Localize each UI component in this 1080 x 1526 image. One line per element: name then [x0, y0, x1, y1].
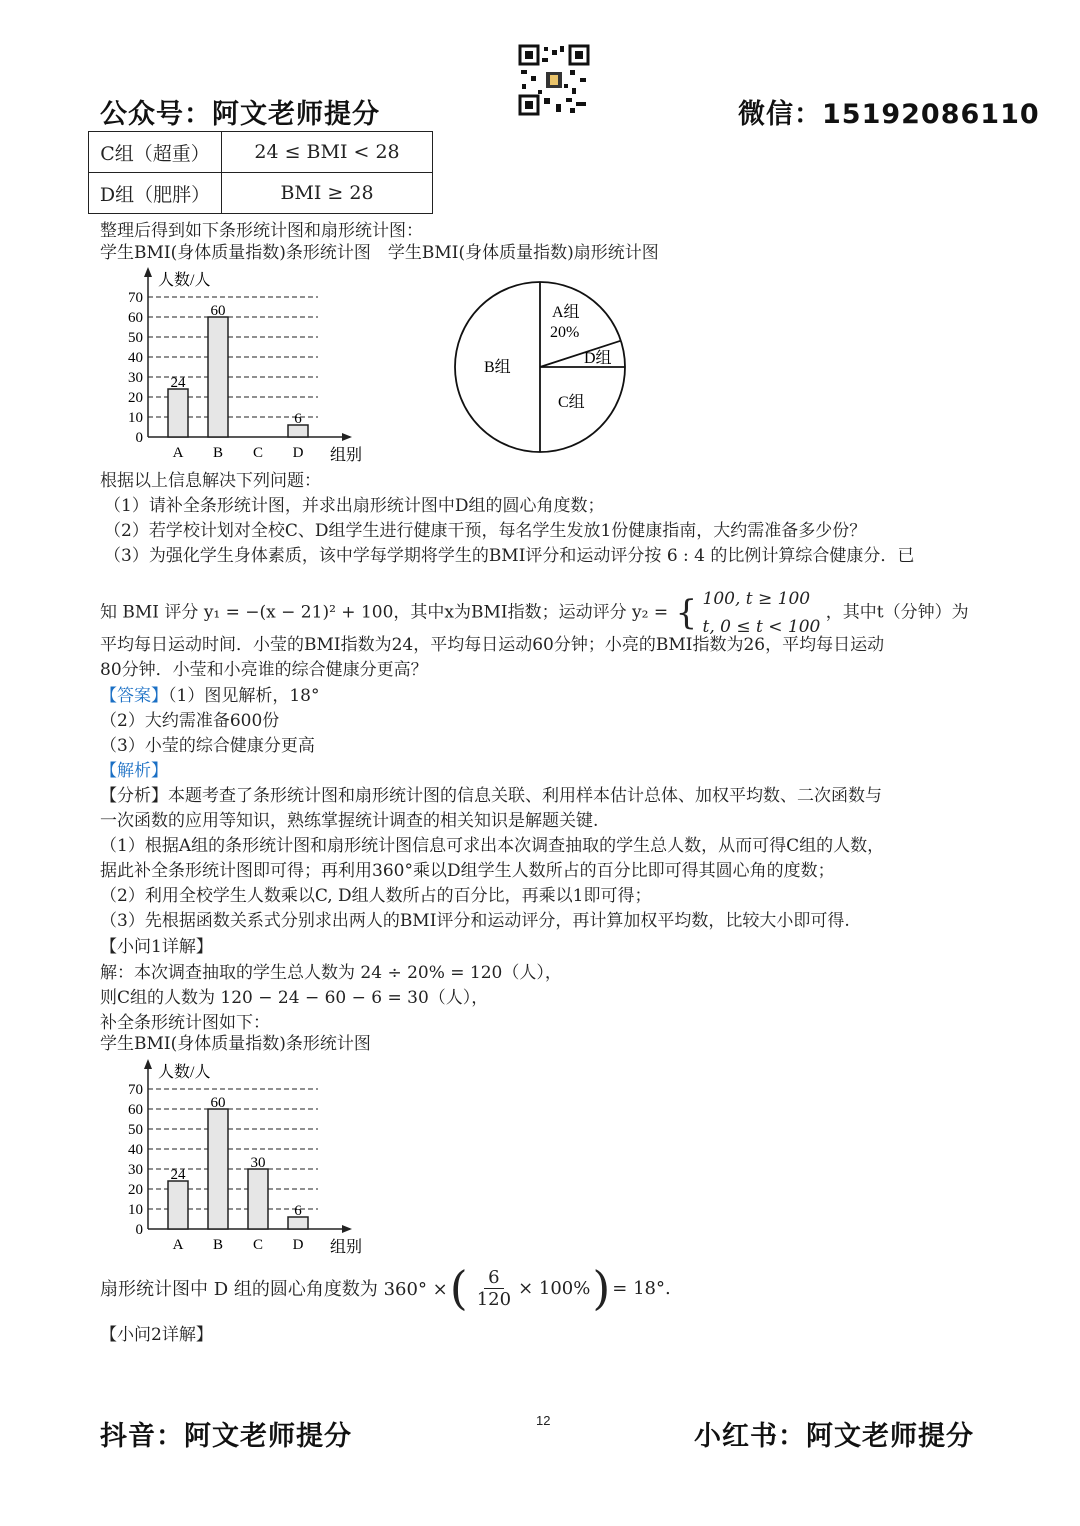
angle-formula: [100, 1262, 671, 1314]
x-axis-arrow: [342, 433, 352, 441]
y-axis-arrow: [144, 1059, 152, 1069]
data-label: 24: [170, 375, 186, 391]
x-tick-label: A: [172, 1237, 184, 1253]
qr-code-icon: [518, 44, 590, 116]
solve-text: 根据以上信息解决下列问题：: [100, 471, 321, 491]
question-3d: 80分钟．小莹和小亮谁的综合健康分更高？: [100, 660, 428, 680]
pie-label-a: A组: [552, 304, 580, 321]
data-label: 24: [170, 1167, 186, 1183]
table-row: [89, 173, 433, 214]
bar-chart-2: [100, 1057, 390, 1257]
y-tick-label: 60: [128, 1102, 143, 1118]
pie-label-d: D组: [584, 350, 612, 367]
data-label: 60: [210, 1095, 226, 1111]
fraction: [473, 1267, 515, 1310]
y-tick-label: 30: [128, 370, 143, 386]
y-tick-label: 50: [128, 330, 143, 346]
table-row: [89, 132, 433, 173]
x-tick-label: D: [292, 445, 304, 461]
header-right: 微信：15192086110: [738, 99, 1040, 130]
pie-label-b: B组: [484, 359, 511, 376]
formula-result: = 18°.: [612, 1277, 671, 1299]
x-tick-label: B: [212, 445, 224, 461]
x-tick-label: C: [252, 445, 264, 461]
x-tick-label: B: [212, 1237, 224, 1253]
question-3c: 平均每日运动时间．小莹的BMI指数为24，平均每日运动60分钟；小亮的BMI指数为26，平均每日运动: [100, 635, 885, 655]
case-1: 100, t ≥ 100: [702, 589, 811, 609]
fenxi-line-1: [100, 781, 882, 806]
fraction-denominator: 120: [476, 1288, 512, 1310]
y-axis-label: 人数/人: [158, 272, 211, 289]
y-tick-label: 0: [135, 1222, 143, 1238]
bar: [168, 1181, 188, 1229]
answer-2: （2）大约需准备600份: [100, 711, 280, 731]
y-tick-label: 40: [128, 350, 143, 366]
analysis-label: 【解析】: [100, 761, 168, 781]
y-tick-label: 10: [128, 1202, 143, 1218]
x-axis-label: 组别: [330, 1239, 363, 1256]
fenxi-label: 【分析】: [100, 786, 168, 806]
chart-title-2: 学生BMI(身体质量指数)条形统计图: [100, 1034, 371, 1054]
header-left: 公众号：阿文老师提分: [100, 99, 380, 130]
bmi-table: [88, 131, 433, 214]
intro-text: 整理后得到如下条形统计图和扇形统计图：: [100, 221, 423, 241]
question-3b-part2: ，其中t（分钟）为: [825, 602, 969, 623]
y-tick-label: 70: [128, 1082, 143, 1098]
page-number: 12: [536, 1413, 551, 1428]
data-label: 6: [294, 1203, 302, 1219]
y-tick-label: 70: [128, 290, 143, 306]
x-tick-label: D: [292, 1237, 304, 1253]
bar: [208, 1109, 228, 1229]
fraction-numerator: 6: [484, 1267, 503, 1289]
x-axis-label: 组别: [330, 447, 363, 464]
y-tick-label: 20: [128, 1182, 143, 1198]
data-label: 30: [250, 1155, 266, 1171]
bar: [208, 317, 228, 437]
sub-question-2-label: 【小问2详解】: [100, 1325, 213, 1345]
y-tick-label: 60: [128, 310, 143, 326]
y-axis-label: 人数/人: [158, 1064, 211, 1081]
formula-prefix: 扇形统计图中 D 组的圆心角度数为 360° ×: [100, 1279, 448, 1300]
question-3b-part1: 知 BMI 评分 y₁ = −(x − 21)² + 100，其中x为BMI指数；运动评分 y₂ =: [100, 602, 669, 623]
fenxi-text-3: （1）根据A组的条形统计图和扇形统计图信息可求出本次调查抽取的学生总人数，从而可得C组的人数，: [100, 836, 885, 856]
question-1: （1）请补全条形统计图，并求出扇形统计图中D组的圆心角度数；: [104, 496, 605, 516]
y-tick-label: 50: [128, 1122, 143, 1138]
x-tick-label: C: [252, 1237, 264, 1253]
fenxi-text-1: 本题考查了条形统计图和扇形统计图的信息关联、利用样本估计总体、加权平均数、二次函数与: [168, 786, 882, 806]
x-axis-arrow: [342, 1225, 352, 1233]
solution-3: 补全条形统计图如下：: [100, 1013, 270, 1033]
solution-2: 则C组的人数为 120 − 24 − 60 − 6 = 30（人），: [100, 988, 489, 1008]
y-tick-label: 30: [128, 1162, 143, 1178]
x-tick-label: A: [172, 445, 184, 461]
formula-times: × 100%: [518, 1277, 591, 1299]
pie-chart: [448, 275, 638, 465]
table-cell-group: C组（超重）: [89, 132, 222, 173]
answer-3: （3）小莹的综合健康分更高: [100, 736, 315, 756]
fenxi-text-6: （3）先根据函数关系式分别求出两人的BMI评分和运动评分，再计算加权平均数，比较大小即可得.: [100, 911, 850, 931]
answer-line-1: [100, 681, 319, 706]
table-cell-range: BMI ≥ 28: [222, 173, 433, 214]
fenxi-text-4: 据此补全条形统计图即可得；再利用360°乘以D组学生人数所占的百分比即可得其圆心角的度数；: [100, 861, 835, 881]
paren-right-icon: ): [592, 1261, 611, 1315]
fenxi-text-5: （2）利用全校学生人数乘以C, D组人数所占的百分比，再乘以1即可得；: [100, 886, 652, 906]
chart-titles: 学生BMI(身体质量指数)条形统计图 学生BMI(身体质量指数)扇形统计图: [100, 243, 659, 263]
y-tick-label: 10: [128, 410, 143, 426]
data-label: 6: [294, 411, 302, 427]
y-tick-label: 40: [128, 1142, 143, 1158]
y-tick-label: 20: [128, 390, 143, 406]
pie-percent-a: 20%: [550, 324, 580, 341]
y-axis-arrow: [144, 267, 152, 277]
question-3a: （3）为强化学生身体素质，该中学每学期将学生的BMI评分和运动评分按 6 : 4 的比例计算综合健康分．已: [104, 546, 915, 566]
question-2: （2）若学校计划对全校C、D组学生进行健康干预，每名学生发放1份健康指南，大约需准备多少份？: [104, 521, 867, 541]
footer-left: 抖音：阿文老师提分: [100, 1421, 352, 1452]
bar: [168, 389, 188, 437]
table-cell-group: D组（肥胖）: [89, 173, 222, 214]
answer-1: （1）图见解析，18°: [168, 686, 320, 706]
paren-left-icon: (: [449, 1261, 468, 1315]
sub-question-1-label: 【小问1详解】: [100, 937, 213, 957]
brace-icon: {: [675, 593, 698, 633]
y-tick-label: 0: [135, 430, 143, 446]
footer-right: 小红书：阿文老师提分: [694, 1421, 974, 1452]
answer-label: 【答案】: [100, 686, 168, 706]
bar-chart-1: [100, 265, 390, 465]
data-label: 60: [210, 303, 226, 319]
fenxi-text-2: 一次函数的应用等知识，熟练掌握统计调查的相关知识是解题关键.: [100, 811, 599, 831]
pie-label-c: C组: [558, 394, 585, 411]
table-cell-range: 24 ≤ BMI < 28: [222, 132, 433, 173]
bar: [248, 1169, 268, 1229]
solution-1: 解：本次调查抽取的学生总人数为 24 ÷ 20% = 120（人），: [100, 963, 562, 983]
case-2: t, 0 ≤ t < 100: [702, 617, 821, 637]
